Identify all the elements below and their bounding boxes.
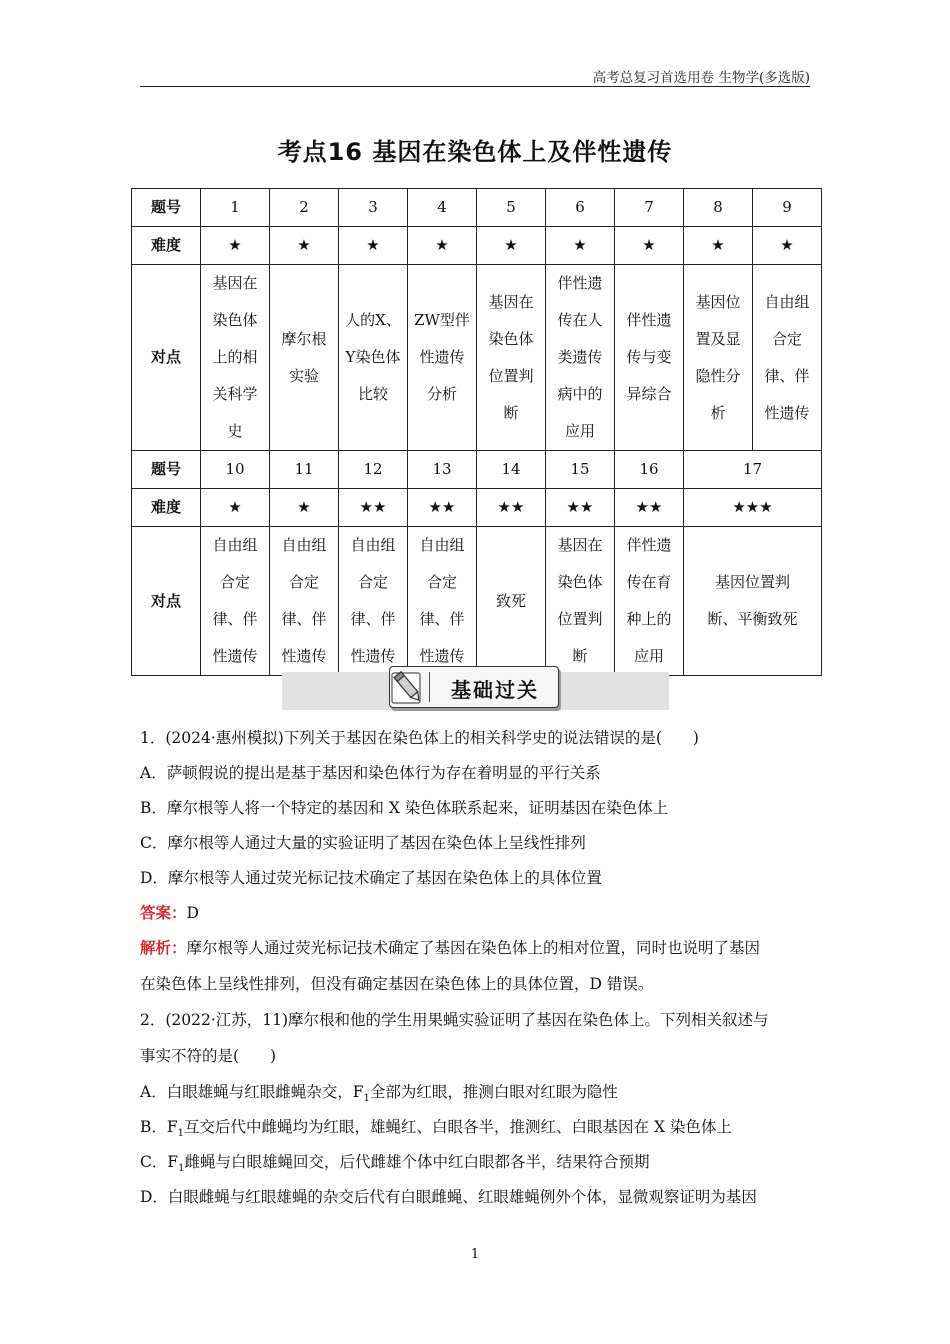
section-title: 基础过关: [451, 678, 539, 702]
table-cell: 2: [270, 189, 339, 227]
page-number: 1: [470, 1247, 480, 1262]
row-label-topic: 对点: [132, 265, 201, 451]
table-cell: 15: [546, 451, 615, 489]
table-cell: 5: [477, 189, 546, 227]
question-2-option-d: D．白眼雌蝇与红眼雄蝇的杂交后代有白眼雌蝇、红眼雄蝇例外个体，显微观察证明为基因: [140, 1188, 757, 1206]
option-text: 全部为红眼，推测白眼对红眼为隐性: [369, 1083, 618, 1101]
row-label-difficulty: 难度: [132, 227, 201, 265]
table-cell: 10: [201, 451, 270, 489]
table-row-topic-1: [132, 265, 822, 451]
difficulty-stars: ★★: [477, 489, 546, 527]
difficulty-stars: ★: [684, 227, 753, 265]
difficulty-stars: ★: [270, 489, 339, 527]
answer-value: D: [186, 904, 199, 922]
topic-cell: 伴性遗传与变异综合: [615, 265, 684, 451]
topic-cell: 自由组合定律、伴性遗传: [201, 527, 270, 676]
table-cell: 3: [339, 189, 408, 227]
running-header: 高考总复习首选用卷 生物学(多选版): [592, 70, 810, 86]
question-1-analysis-cont: 在染色体上呈线性排列，但没有确定基因在染色体上的具体位置，D 错误。: [140, 975, 654, 993]
subscript: 1: [177, 1128, 185, 1140]
difficulty-stars: ★★: [615, 489, 684, 527]
topic-cell: 致死: [477, 527, 546, 676]
difficulty-stars: ★: [339, 227, 408, 265]
question-2-option-b: [140, 1116, 810, 1145]
option-text: A．白眼雄蝇与红眼雌蝇杂交，F: [140, 1083, 364, 1101]
difficulty-stars: ★: [201, 227, 270, 265]
table-cell: 12: [339, 451, 408, 489]
topic-cell: 伴性遗传在育种上的应用: [615, 527, 684, 676]
table-cell: 8: [684, 189, 753, 227]
option-text: 互交后代中雌蝇均为红眼，雄蝇红、白眼各半，推测红、白眼基因在 X 染色体上: [184, 1118, 732, 1136]
topic-cell: 自由组合定律、伴性遗传: [339, 527, 408, 676]
option-text: 雌蝇与白眼雄蝇回交，后代雌雄个体中红白眼都各半，结果符合预期: [184, 1153, 650, 1171]
table-cell: 7: [615, 189, 684, 227]
table-cell: 6: [546, 189, 615, 227]
question-2-option-a: [140, 1081, 810, 1110]
topic-cell: 摩尔根实验: [270, 265, 339, 451]
topic-cell: 伴性遗传在人类遗传病中的应用: [546, 265, 615, 451]
topic-cell: 基因在染色体上的相关科学史: [201, 265, 270, 451]
question-2-stem: 2．(2022·江苏，11)摩尔根和他的学生用果蝇实验证明了基因在染色体上。下列相关叙述与: [140, 1011, 769, 1029]
question-1-stem: 1．(2024·惠州模拟)下列关于基因在染色体上的相关科学史的说法错误的是( ): [140, 729, 699, 747]
table-cell: 16: [615, 451, 684, 489]
table-row-number-2: [132, 451, 822, 489]
question-2-option-c: [140, 1151, 810, 1180]
topic-cell: 人的X、Y染色体比较: [339, 265, 408, 451]
topic-table: [131, 188, 822, 676]
banner-divider: [429, 672, 430, 702]
difficulty-stars: ★: [615, 227, 684, 265]
topic-cell: 基因在染色体位置判断: [477, 265, 546, 451]
row-label-number: 题号: [132, 189, 201, 227]
table-cell: 1: [201, 189, 270, 227]
topic-cell: 自由组合定律、伴性遗传: [408, 527, 477, 676]
pencil-icon: [389, 666, 429, 708]
topic-cell: ZW型伴性遗传分析: [408, 265, 477, 451]
option-text: B．F: [140, 1118, 178, 1136]
question-1-option-c: C．摩尔根等人通过大量的实验证明了基因在染色体上呈线性排列: [140, 834, 586, 852]
question-1-option-b: B．摩尔根等人将一个特定的基因和 X 染色体联系起来，证明基因在染色体上: [140, 799, 669, 817]
topic-cell: 基因位置及显隐性分析: [684, 265, 753, 451]
table-cell: 4: [408, 189, 477, 227]
difficulty-stars: ★: [477, 227, 546, 265]
page-title: 考点16 基因在染色体上及伴性遗传: [277, 138, 673, 166]
difficulty-stars: ★: [408, 227, 477, 265]
question-1-option-a: A．萨顿假说的提出是基于基因和染色体行为存在着明显的平行关系: [140, 764, 601, 782]
difficulty-stars: ★★: [546, 489, 615, 527]
row-label-difficulty: 难度: [132, 489, 201, 527]
question-1-answer: [140, 902, 810, 924]
header-rule: [140, 86, 810, 87]
row-label-number: 题号: [132, 451, 201, 489]
topic-cell: 基因在染色体位置判断: [546, 527, 615, 676]
topic-cell: 自由组合定律、伴性遗传: [753, 265, 822, 451]
table-row-difficulty-1: [132, 227, 822, 265]
table-row-topic-2: [132, 527, 822, 676]
table-cell: 17: [684, 451, 822, 489]
analysis-label: 解析：: [140, 939, 187, 957]
row-label-topic: 对点: [132, 527, 201, 676]
difficulty-stars: ★★: [408, 489, 477, 527]
question-2-stem-cont: 事实不符的是( ): [140, 1047, 277, 1065]
subscript: 1: [178, 1163, 185, 1175]
question-1-option-d: D．摩尔根等人通过荧光标记技术确定了基因在染色体上的具体位置: [140, 869, 602, 887]
difficulty-stars: ★: [270, 227, 339, 265]
question-1-analysis: [140, 937, 810, 959]
table-row-difficulty-2: [132, 489, 822, 527]
difficulty-stars: ★★: [339, 489, 408, 527]
table-cell: 11: [270, 451, 339, 489]
table-row-number-1: [132, 189, 822, 227]
topic-cell: 基因位置判断、平衡致死: [684, 527, 822, 676]
difficulty-stars: ★: [753, 227, 822, 265]
table-cell: 14: [477, 451, 546, 489]
answer-label: 答案：: [140, 904, 187, 922]
option-text: C．F: [140, 1153, 179, 1171]
table-cell: 9: [753, 189, 822, 227]
analysis-text: 摩尔根等人通过荧光标记技术确定了基因在染色体上的相对位置，同时也说明了基因: [186, 939, 761, 957]
topic-cell: 自由组合定律、伴性遗传: [270, 527, 339, 676]
difficulty-stars: ★: [546, 227, 615, 265]
difficulty-stars: ★★★: [684, 489, 822, 527]
difficulty-stars: ★: [201, 489, 270, 527]
subscript: 1: [363, 1093, 370, 1105]
table-cell: 13: [408, 451, 477, 489]
